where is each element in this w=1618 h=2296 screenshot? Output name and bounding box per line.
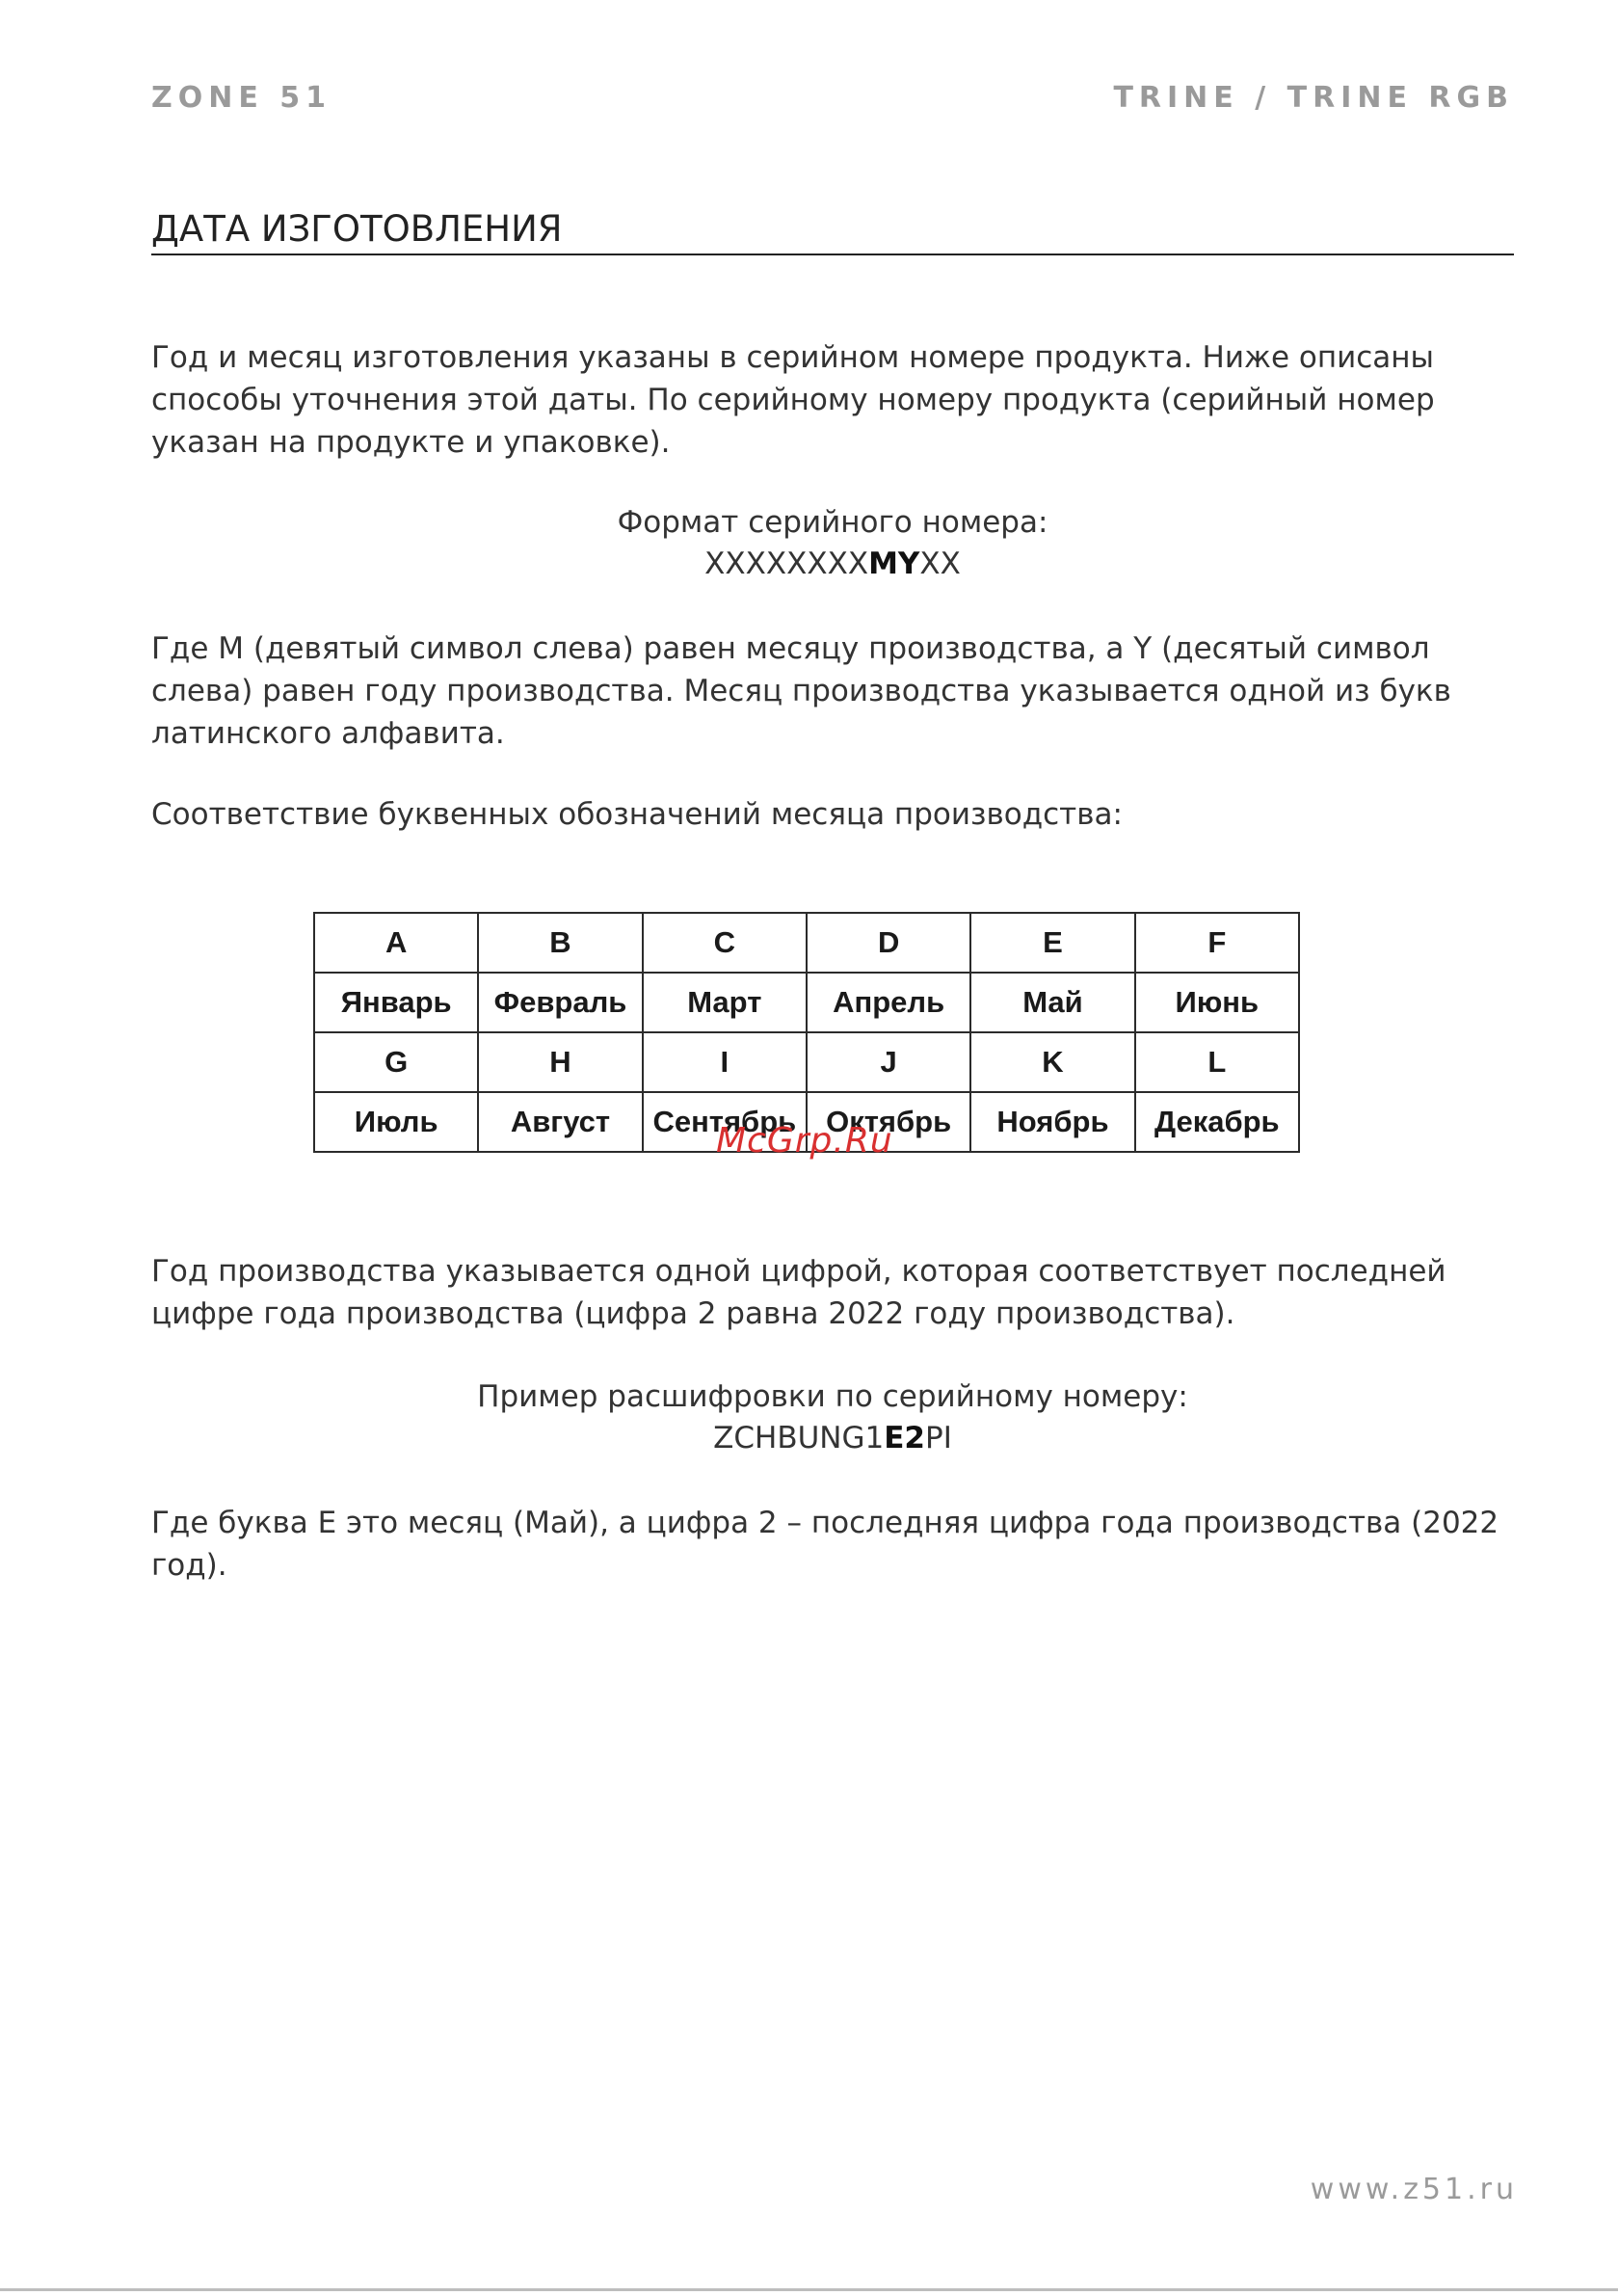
section-title: ДАТА ИЗГОТОВЛЕНИЯ	[151, 208, 1514, 255]
explanation-line: латинского алфавита.	[151, 716, 505, 751]
example-serial	[151, 1418, 1514, 1459]
table-cell: C	[643, 913, 807, 973]
intro-paragraph	[151, 336, 1520, 464]
example-block	[151, 1376, 1514, 1459]
page-bottom-divider	[0, 2288, 1618, 2291]
table-cell: I	[643, 1032, 807, 1092]
table-cell: G	[314, 1032, 478, 1092]
table-cell: E	[970, 913, 1134, 973]
table-cell: Декабрь	[1135, 1092, 1299, 1152]
example-serial-prefix: ZCHBUNG1	[713, 1421, 885, 1455]
table-row	[314, 913, 1299, 973]
year-line: цифре года производства (цифра 2 равна 2022 году производства).	[151, 1296, 1235, 1331]
explanation-line: слева) равен году производства. Месяц производства указывается одной из букв	[151, 674, 1451, 708]
table-row	[314, 973, 1299, 1032]
table-cell: L	[1135, 1032, 1299, 1092]
table-cell: Октябрь	[807, 1092, 970, 1152]
footer-website: www.z51.ru	[1310, 2173, 1518, 2206]
year-line: Год производства указывается одной цифрой, которая соответствует последней	[151, 1254, 1446, 1289]
table-cell: Сентябрь	[643, 1092, 807, 1152]
table-cell: Январь	[314, 973, 478, 1032]
intro-line: Год и месяц изготовления указаны в серийном номере продукта. Ниже описаны	[151, 340, 1435, 375]
serial-format-label: Формат серийного номера:	[617, 505, 1048, 540]
product-name-header: TRINE / TRINE RGB	[1113, 81, 1514, 115]
table-cell: A	[314, 913, 478, 973]
table-cell: Февраль	[478, 973, 642, 1032]
example-serial-highlight: E2	[884, 1421, 925, 1455]
table-cell: Июнь	[1135, 973, 1299, 1032]
brand-logo-left: ZONE 51	[151, 81, 332, 115]
watermark: McGrp.Ru	[716, 1121, 893, 1161]
conclusion-line: год).	[151, 1548, 227, 1583]
table-cell: Апрель	[807, 973, 970, 1032]
table-cell: Март	[643, 973, 807, 1032]
serial-format-highlight: MY	[868, 547, 920, 581]
conclusion-paragraph	[151, 1502, 1520, 1587]
explanation-line: Где M (девятый символ слева) равен месяцу производства, а Y (десятый символ	[151, 631, 1430, 666]
table-cell: J	[807, 1032, 970, 1092]
table-cell: Июль	[314, 1092, 478, 1152]
table-cell: K	[970, 1032, 1134, 1092]
serial-format-prefix: XXXXXXXX	[704, 547, 869, 581]
intro-line: указан на продукте и упаковке).	[151, 425, 671, 460]
serial-format-value	[151, 544, 1514, 585]
table-row	[314, 1032, 1299, 1092]
table-cell: Ноябрь	[970, 1092, 1134, 1152]
month-code-table	[313, 912, 1300, 1153]
year-paragraph	[151, 1250, 1520, 1335]
table-cell: F	[1135, 913, 1299, 973]
serial-format-suffix: XX	[919, 547, 961, 581]
mapping-label: Соответствие буквенных обозначений месяца производства:	[151, 797, 1123, 832]
conclusion-line: Где буква E это месяц (Май), а цифра 2 – последняя цифра года производства (2022	[151, 1506, 1499, 1540]
table-cell: B	[478, 913, 642, 973]
serial-format-block	[151, 502, 1514, 585]
example-serial-suffix: PI	[925, 1421, 952, 1455]
intro-line: способы уточнения этой даты. По серийному номеру продукта (серийный номер	[151, 383, 1435, 417]
table-cell: D	[807, 913, 970, 973]
example-label: Пример расшифровки по серийному номеру:	[477, 1379, 1188, 1414]
table-cell: Август	[478, 1092, 642, 1152]
explanation-paragraph	[151, 627, 1520, 755]
table-cell: H	[478, 1032, 642, 1092]
table-cell: Май	[970, 973, 1134, 1032]
